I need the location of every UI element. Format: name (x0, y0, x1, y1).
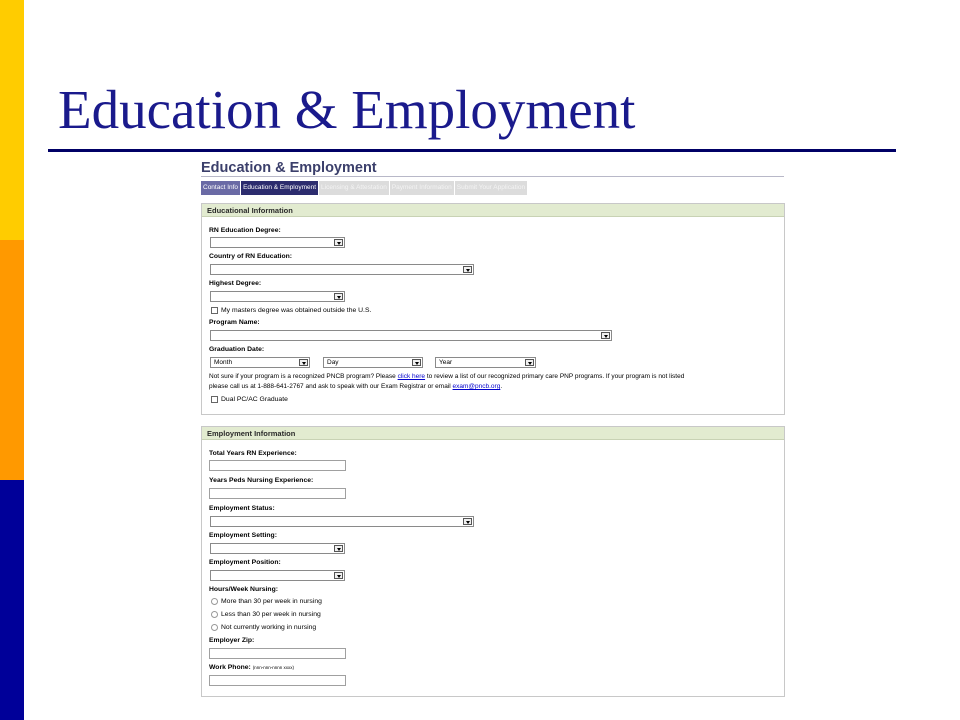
accent-bar-navy (0, 480, 24, 720)
chevron-down-icon (334, 572, 343, 579)
day-value: Day (327, 359, 339, 366)
email-link[interactable]: exam@pncb.org (452, 383, 501, 390)
program-note-line-2 (209, 383, 502, 390)
peds-years-input[interactable] (209, 488, 346, 499)
chevron-down-icon (463, 518, 472, 525)
note-text: please call us at 1-888-641-2767 and ask to speak with our Exam Registrar or email (209, 383, 451, 390)
tab-submit-application[interactable]: Submit Your Application (455, 181, 527, 195)
click-here-link[interactable]: click here (397, 373, 426, 380)
tab-licensing-attestation[interactable]: Licensing & Attestation (319, 181, 389, 195)
tab-education-employment[interactable]: Education & Employment (241, 181, 318, 195)
note-text: Not sure if your program is a recognized PNCB program? Please (209, 373, 396, 380)
hours-option-label: More than 30 per week in nursing (221, 598, 322, 605)
accent-bar-yellow (0, 0, 24, 240)
work-phone-input[interactable] (209, 675, 346, 686)
note-text: to review a list of our recognized primary care PNP programs. If your program is not listed (426, 373, 685, 380)
accent-bar-orange (0, 240, 24, 480)
employment-setting-select[interactable] (210, 543, 345, 554)
chevron-down-icon (463, 266, 472, 273)
tab-payment-information[interactable]: Payment Information (390, 181, 454, 195)
chevron-down-icon (334, 239, 343, 246)
hours-week-label: Hours/Week Nursing: (209, 586, 278, 593)
highest-degree-select[interactable] (210, 291, 345, 302)
employment-position-label: Employment Position: (209, 559, 281, 566)
work-phone-label (209, 664, 294, 671)
rn-degree-label: RN Education Degree: (209, 227, 281, 234)
year-value: Year (439, 359, 453, 366)
program-name-label: Program Name: (209, 319, 260, 326)
graduation-year-select[interactable] (435, 357, 536, 368)
program-note-line-1 (209, 373, 684, 380)
hours-less-than-30-radio[interactable] (211, 611, 218, 618)
chevron-down-icon (334, 545, 343, 552)
hours-not-working-radio[interactable] (211, 624, 218, 631)
month-value: Month (214, 359, 233, 366)
graduation-month-select[interactable] (210, 357, 310, 368)
peds-years-label: Years Peds Nursing Experience: (209, 477, 314, 484)
hours-option-label: Not currently working in nursing (221, 624, 317, 631)
country-select[interactable] (210, 264, 474, 275)
note-text: . (500, 383, 503, 390)
highest-degree-label: Highest Degree: (209, 280, 262, 287)
hours-more-than-30-radio[interactable] (211, 598, 218, 605)
employment-information-panel (201, 426, 785, 697)
employment-status-select[interactable] (210, 516, 474, 527)
application-form-screenshot (200, 158, 786, 698)
chevron-down-icon (299, 359, 308, 366)
tab-contact-info[interactable]: Contact Info (201, 181, 240, 195)
dual-graduate-label: Dual PC/AC Graduate (221, 396, 288, 403)
total-years-input[interactable] (209, 460, 346, 471)
masters-outside-checkbox[interactable] (211, 307, 218, 314)
graduation-date-label: Graduation Date: (209, 346, 265, 353)
slide-title: Education & Employment (58, 79, 636, 140)
work-phone-label-text: Work Phone: (209, 664, 251, 671)
employer-zip-input[interactable] (209, 648, 346, 659)
program-name-select[interactable] (210, 330, 612, 341)
employer-zip-label: Employer Zip: (209, 637, 255, 644)
graduation-day-select[interactable] (323, 357, 423, 368)
heading-divider (201, 176, 784, 177)
employment-status-label: Employment Status: (209, 505, 275, 512)
employment-position-select[interactable] (210, 570, 345, 581)
employment-setting-label: Employment Setting: (209, 532, 277, 539)
chevron-down-icon (525, 359, 534, 366)
hours-option-label: Less than 30 per week in nursing (221, 611, 321, 618)
chevron-down-icon (334, 293, 343, 300)
section-title: Employment Information (202, 427, 784, 440)
total-years-label: Total Years RN Experience: (209, 450, 297, 457)
masters-outside-label: My masters degree was obtained outside the U.S. (221, 307, 372, 314)
step-tabs (201, 181, 528, 195)
title-underline (48, 149, 896, 152)
chevron-down-icon (412, 359, 421, 366)
page-heading: Education & Employment (201, 160, 377, 176)
chevron-down-icon (601, 332, 610, 339)
work-phone-format-hint: (nnn-nnn-nnnn xxxx) (252, 665, 294, 670)
educational-information-panel (201, 203, 785, 415)
country-label: Country of RN Education: (209, 253, 293, 260)
dual-graduate-checkbox[interactable] (211, 396, 218, 403)
section-title: Educational Information (202, 204, 784, 217)
rn-degree-select[interactable] (210, 237, 345, 248)
